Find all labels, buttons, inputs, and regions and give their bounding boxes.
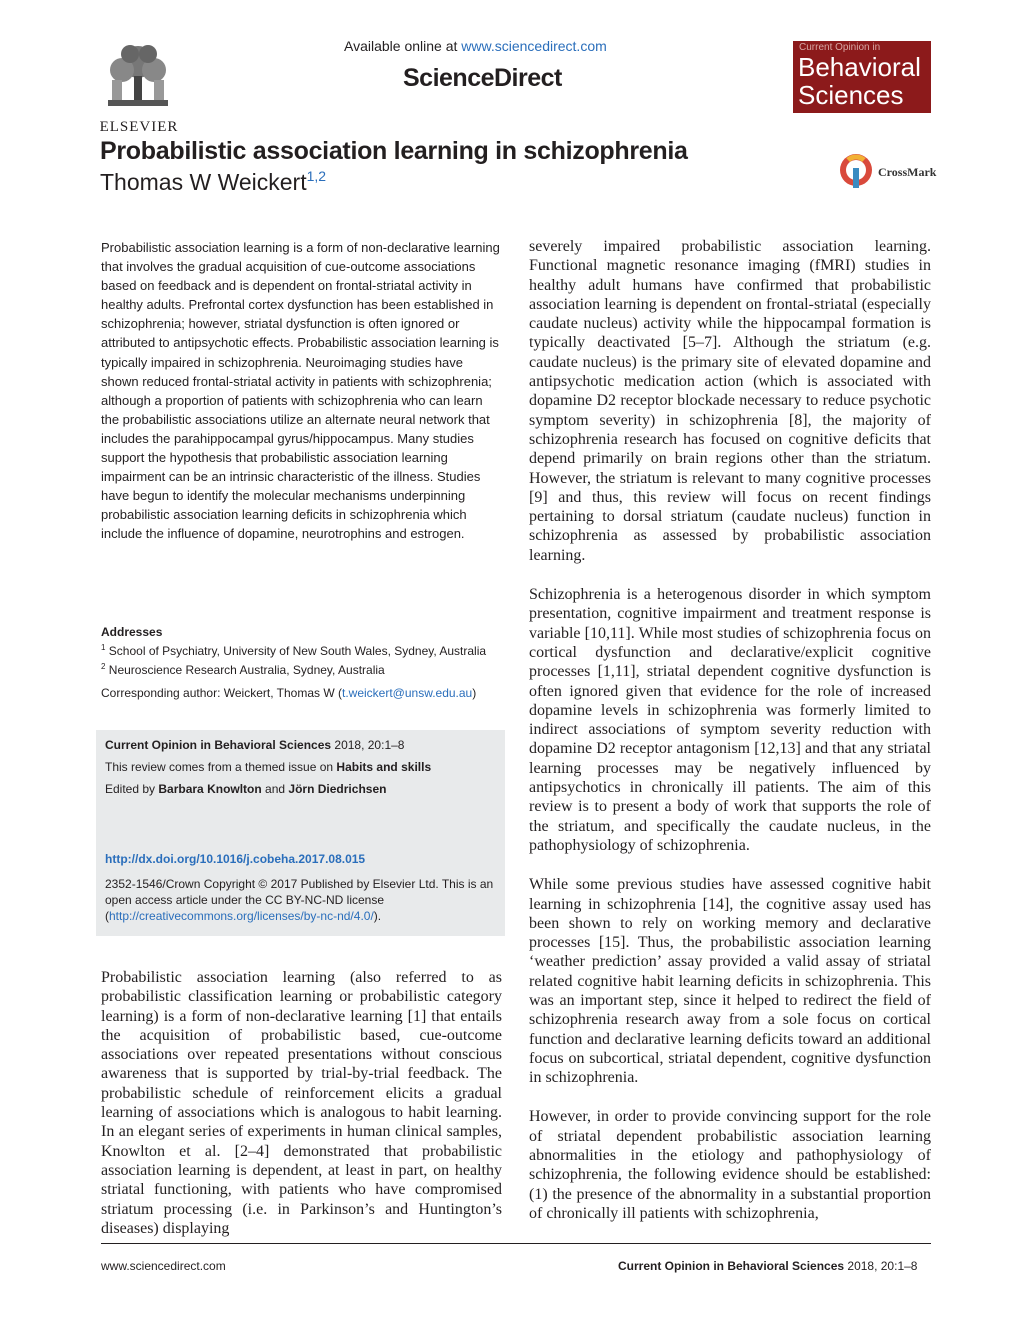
- address-item: $^1$ School of Psychiatry, University of New South Wales, Sydney, Australia: [101, 643, 487, 658]
- addresses-heading: Addresses: [101, 625, 163, 639]
- copyright-notice: 2352-1546/Crown Copyright © 2017 Published by Elsevier Ltd. This is an open access article under the CC BY-NC-ND license (http://creativecommons.org/licenses/by-nc-nd/4.0/).: [105, 877, 494, 923]
- journal-citation: Current Opinion in Behavioral Sciences 2018, 20:1–8: [105, 738, 405, 752]
- paragraph: While some previous studies have assessed cognitive habit learning in schizophrenia [14], the cognitive assay used has been shown to rely on working memory and declarative processes [15]. Thus, the probabilistic association learning ‘weather prediction’ assay provided a valid assay of striatal related cognitive habit learning deficits in schizophrenia. This was an important step, since it helped to redirect the field of schizophrenia research away from a sole focus on cortical function and declarative learning deficits toward an additional focus on subcortical, striatal dependent, cognitive dysfunction in schizophrenia.: [529, 876, 931, 1087]
- addresses: [101, 624, 511, 678]
- journal-logo-small: Current Opinion in: [799, 42, 881, 53]
- footer-website: www.sciencedirect.com: [101, 1259, 226, 1273]
- available-prefix: Available online at: [344, 38, 462, 54]
- corresponding-author: Corresponding author: Weickert, Thomas W (t.weickert@unsw.edu.au): [101, 686, 477, 700]
- paragraph: However, in order to provide convincing support for the role of striatal dependent probabilistic association learning abnormalities in the etiology and pathophysiology of schizophrenia, the following evidence should be established: (1) the presence of the abnormality in a substantial proportion of chronically ill patients with schizophrenia,: [529, 1108, 931, 1222]
- available-online: [344, 38, 607, 54]
- crossmark-badge[interactable]: [838, 152, 938, 192]
- footer-divider: [101, 1243, 931, 1244]
- journal-logo-line2: Sciences: [798, 80, 904, 110]
- article-info-box: [96, 730, 505, 936]
- author-email-link[interactable]: t.weickert@unsw.edu.au: [341, 686, 473, 700]
- elsevier-tree-icon: [98, 40, 178, 114]
- paragraph: Schizophrenia is a heterogenous disorder in which symptom presentation, cognitive impairment and treatment response is variable [10,11]. While most studies of schizophrenia focus on cortical dysfunction and declarative/explicit cognitive processes [1,11], striatal dependent cognitive dysfunction is often ignored given that evidence for the role of increased dopamine levels in schizophrenia was formerly limited to indirect associations of symptom severity reduction with dopamine D2 receptor antagonism [12,13] and that any striatal learning processes may be negatively influenced by antipsychotics in chronically ill patients. The aim of this review is to present a body of work that supports the role of the striatum, and specifically the caudate nucleus, in the pathophysiology of schizophrenia.: [529, 586, 931, 854]
- editors: Edited by Barbara Knowlton and Jörn Diedrichsen: [105, 782, 387, 796]
- paragraph: severely impaired probabilistic association learning. Functional magnetic resonance imaging (fMRI) studies in healthy adult humans have confirmed that probabilistic association learning is dependent on frontal-striatal (especially caudate nucleus) activity while the hippocampal formation is typically deactivated [5–7]. Although the striatum (e.g. caudate nucleus) is the primary site of elevated dopamine and antipsychotic medication action (which is associated with dopamine D2 receptor blockade necessary to reduce psychotic symptom severity) in schizophrenia [8], the majority of schizophrenia research has focused on cognitive deficits that depend primarily on brain regions other than the striatum. However, the striatum is relevant to many cognitive processes [9] and thus, this review will focus on recent findings pertaining to dorsal striatum (caudate nucleus) function in schizophrenia as assessed by probabilistic association learning.: [529, 238, 931, 564]
- article-title: Probabilistic association learning in schizophrenia: [100, 137, 688, 165]
- doi: [105, 852, 365, 866]
- body-text-left: Probabilistic association learning (also referred to as probabilistic classification learning or probabilistic category learning) is a form of non-declarative learning [1] that entails the acquisition of probabilistic based, cue-outcome associations over repeated presentations without conscious awareness that is supported by trial-by-trial feedback. The probabilistic schedule of reinforcement elicits a gradual learning of associations which is analogous to habit learning. In an elegant series of experiments in human clinical samples, Knowlton et al. [2–4] demonstrated that probabilistic association learning is dependent, at least in part, on healthy striatal functioning, with patients who have compromised striatum processing (i.e. in Parkinson’s and Huntington’s diseases) displaying: [101, 969, 502, 1237]
- publisher-name: ELSEVIER: [99, 119, 179, 135]
- doi-link[interactable]: http://dx.doi.org/10.1016/j.cobeha.2017.08.015: [105, 852, 366, 866]
- author-name: Thomas W Weickert: [100, 169, 307, 195]
- journal-logo: [793, 41, 931, 113]
- themed-issue: This review comes from a themed issue on Habits and skills: [105, 760, 432, 774]
- crossmark-icon: [838, 152, 874, 190]
- license-link[interactable]: http://creativecommons.org/licenses/by-nc-nd/4.0/: [109, 909, 374, 923]
- body-text-right: [529, 237, 931, 1243]
- article-author: [100, 168, 326, 196]
- footer-citation: Current Opinion in Behavioral Sciences 2018, 20:1–8: [618, 1259, 918, 1273]
- abstract: Probabilistic association learning is a form of non-declarative learning that involves the gradual acquisition of cue-outcome associations based on feedback and is dependent on frontal-striatal activity in healthy adults. Prefrontal cortex dysfunction has been established in schizophrenia; however, striatal dysfunction is often ignored or attributed to antipsychotic effects. Probabilistic association learning is typically impaired in schizophrenia. Neuroimaging studies have shown reduced frontal-striatal activity in patients with schizophrenia; although a proportion of patients with schizophrenia who can learn the probabilistic associations utilize an alternate neural network that includes the parahippocampal gyrus/hippocampus. Many studies support the hypothesis that probabilistic association learning impairment can be an intrinsic characteristic of the illness. Studies have begun to identify the molecular mechanisms underpinning probabilistic association learning deficits in schizophrenia which include the influence of dopamine, neurotrophins and estrogen.: [101, 240, 500, 542]
- author-affiliation-sup[interactable]: 1,2: [306, 168, 327, 184]
- sciencedirect-link[interactable]: www.sciencedirect.com: [461, 38, 607, 54]
- crossmark-label: CrossMark: [878, 165, 937, 179]
- elsevier-logo: [98, 40, 182, 135]
- sciencedirect-wordmark: ScienceDirect: [403, 64, 562, 92]
- journal-logo-line1: Behavioral: [798, 52, 921, 82]
- address-item: $^2$ Neuroscience Research Australia, Sydney, Australia: [101, 662, 385, 677]
